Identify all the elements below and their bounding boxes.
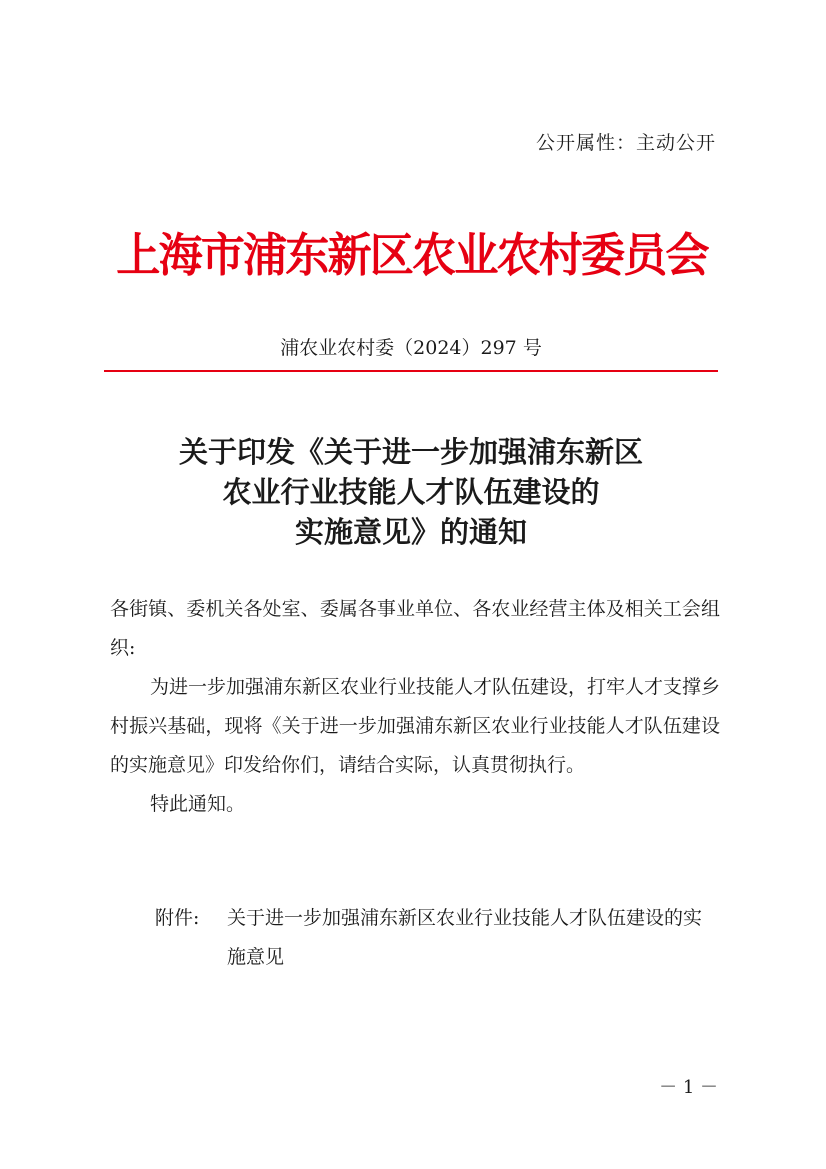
page-number: － 1 － — [659, 1077, 718, 1098]
title-line-1: 关于印发《关于进一步加强浦东新区 — [178, 435, 643, 469]
letterhead-divider — [104, 370, 718, 372]
attachment-label: 附件: — [155, 907, 200, 929]
closing-line: 特此通知。 — [150, 793, 246, 815]
disclosure-attribute: 公开属性：主动公开 — [535, 132, 716, 154]
document-title — [104, 432, 718, 552]
body-paragraph: 为进一步加强浦东新区农业行业技能人才队伍建设，打牢人才支撑乡村振兴基础，现将《关于进一步加强浦东新区农业行业技能人才队伍建设的实施意见》印发给你们，请结合实际，认真贯彻执行。 — [110, 676, 721, 776]
recipients: 各街镇、委机关各处室、委属各事业单位、各农业经营主体及相关工会组织: — [110, 598, 720, 659]
document-body — [110, 590, 720, 824]
title-line-2: 农业行业技能人才队伍建设的 — [222, 475, 600, 509]
attachment-text: 关于进一步加强浦东新区农业行业技能人才队伍建设的实施意见 — [227, 907, 703, 968]
agency-letterhead: 上海市浦东新区农业农村委员会 — [116, 228, 708, 282]
attachment-section — [155, 899, 720, 977]
title-line-3: 实施意见》的通知 — [294, 515, 527, 549]
document-number: 浦农业农村委（2024）297 号 — [280, 337, 542, 359]
